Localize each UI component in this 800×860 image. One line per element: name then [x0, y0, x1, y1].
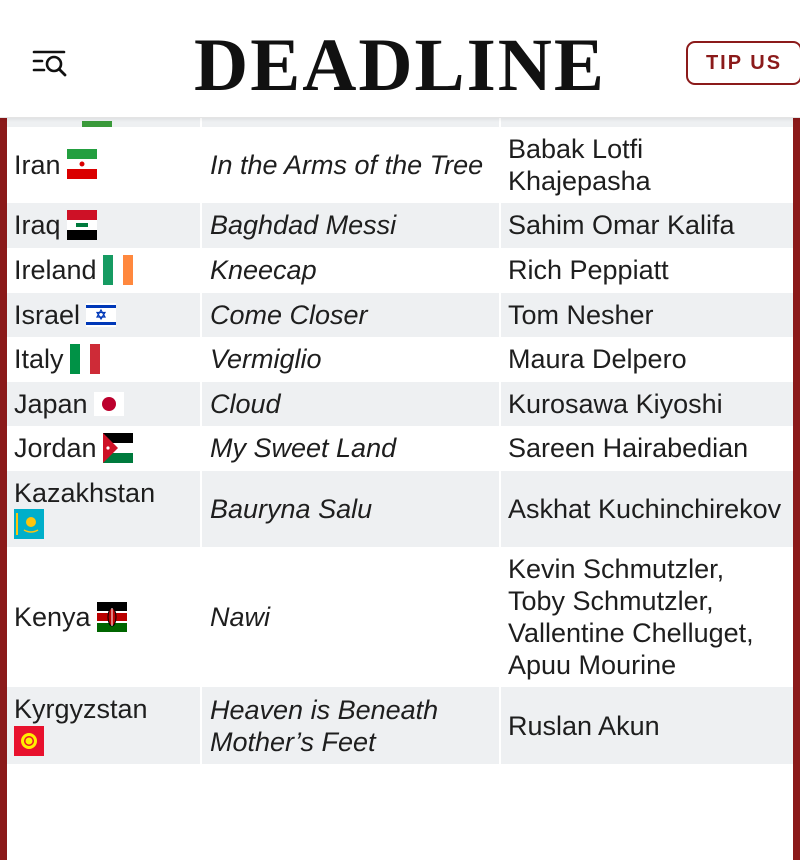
table-row [7, 337, 793, 382]
country-cell [7, 382, 201, 426]
table-row [7, 127, 793, 203]
country-cell [7, 426, 201, 471]
film-title: In the Arms of the Tree [201, 127, 500, 203]
country-cell [7, 337, 201, 382]
director-name: Rich Peppiatt [500, 248, 793, 293]
site-logo[interactable]: DEADLINE [194, 24, 606, 107]
director-name: Tom Nesher [500, 293, 793, 337]
country-cell [7, 127, 201, 203]
country-name: Israel [14, 299, 81, 330]
kazakhstan-flag-icon [14, 509, 44, 539]
table-row [7, 293, 793, 337]
partial-flag-icon [82, 121, 112, 127]
jordan-flag-icon [103, 433, 133, 463]
film-title: Kneecap [201, 248, 500, 293]
ireland-flag-icon [103, 255, 133, 285]
film-title: Nawi [201, 547, 500, 687]
oscar-submissions-table [7, 117, 793, 860]
country-name: Iraq [14, 210, 61, 240]
table-row [7, 471, 793, 548]
director-name: Kevin Schmutzler, Toby Schmutzler, Vallentine Chelluget, Apuu Mourine [500, 547, 793, 687]
table-row [7, 687, 793, 764]
table-row [7, 547, 793, 687]
director-name: Sahim Omar Kalifa [500, 203, 793, 248]
country-name: Iran [14, 149, 61, 180]
film-title: Baghdad Messi [201, 203, 500, 248]
country-name: Kazakhstan [14, 477, 156, 508]
film-title: Come Closer [201, 293, 500, 337]
director-name: Askhat Kuchinchirekov [500, 471, 793, 548]
director-name: Maura Delpero [500, 337, 793, 382]
country-cell [7, 203, 201, 248]
country-cell [7, 547, 201, 687]
country-name: Ireland [14, 254, 97, 285]
film-title: Heaven is Beneath Mother’s Feet [201, 687, 500, 764]
table-row [7, 248, 793, 293]
country-cell [7, 687, 201, 764]
film-title: Bauryna Salu [201, 471, 500, 548]
iran-flag-icon [67, 149, 97, 179]
israel-flag-icon [86, 303, 116, 327]
japan-flag-icon [94, 392, 124, 416]
country-cell [7, 471, 201, 548]
table-row [7, 426, 793, 471]
country-name: Jordan [14, 432, 97, 463]
menu-search-icon[interactable] [30, 44, 72, 80]
director-name: Babak Lotfi Khajepasha [500, 127, 793, 203]
film-title: My Sweet Land [201, 426, 500, 471]
country-name: Kyrgyzstan [14, 694, 148, 725]
director-name: Kurosawa Kiyoshi [500, 382, 793, 426]
country-cell [7, 293, 201, 337]
site-header [0, 0, 800, 118]
film-title: Vermiglio [201, 337, 500, 382]
kenya-flag-icon [97, 602, 127, 632]
director-name: Sareen Hairabedian [500, 426, 793, 471]
tip-us-button[interactable]: TIP US [686, 41, 800, 85]
film-title: Cloud [201, 382, 500, 426]
country-name: Kenya [14, 601, 91, 632]
table-cell-partial [7, 117, 201, 127]
country-name: Italy [14, 343, 64, 374]
italy-flag-icon [70, 344, 100, 374]
country-cell [7, 248, 201, 293]
table-row [7, 203, 793, 248]
country-name: Japan [14, 388, 88, 419]
kyrgyzstan-flag-icon [14, 726, 44, 756]
director-name: Ruslan Akun [500, 687, 793, 764]
table-row [7, 117, 793, 127]
table-row [7, 382, 793, 426]
iraq-flag-icon [67, 210, 97, 240]
